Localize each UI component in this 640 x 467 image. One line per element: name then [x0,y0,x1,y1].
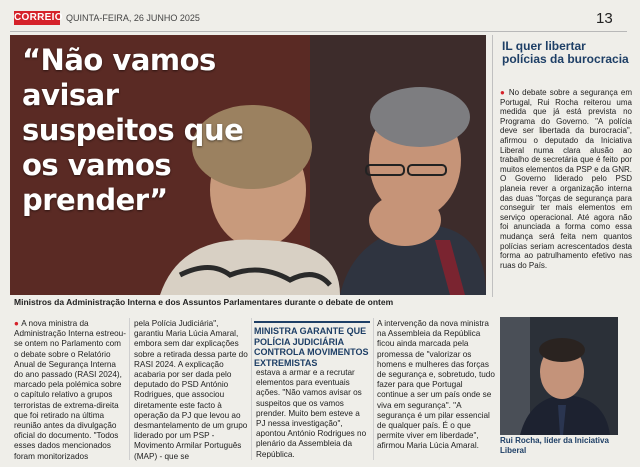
article-column-4: A intervenção da nova ministra na Assembleia da República ficou ainda marcada pela promessa de "valorizar os homens e mulheres das forças de segurança e, sobretudo, tudo fazer para que Portugal continue a ser um país onde se viva em segurança". "A segurança é um pilar essencial de qualquer país. É o que permite viver em liberdade", afirmou Maria Lúcia Amaral. [377,319,495,451]
sidebar-title: IL quer libertar polícias da burocracia [502,39,629,66]
header-divider [10,31,627,32]
inset-caption: Rui Rocha, líder da Iniciativa Liberal [500,436,609,455]
page-number: 13 [596,10,613,27]
inset-photo-illustration [500,317,618,435]
sidebar-body [500,88,632,270]
bullet-icon: ● [500,88,509,97]
sidebar-divider [492,35,493,297]
column-divider [129,318,130,460]
photo-caption: Ministros da Administração Interna e dos Assuntos Parlamentares durante o debate de ontem [14,297,394,307]
column-1-text: A nova ministra da Administração Interna estreou-se ontem no Parlamento com o debate sobre o Relatório Anual de Segurança Interna do ano passado (RASI 2024), marcado pela polémica sobre o capítulo relativo a grupos terroristas de extrema-direita que foi retirado na última reunião antes da divulgação oficial do documento. "Todos esses dados mencionados foram monitorizados [14,319,126,461]
headline-quote: “Não vamos avisar suspeitos que os vamos prender” [22,43,244,217]
inset-photo [500,317,618,435]
sidebar-text: No debate sobre a segurança em Portugal, Rui Rocha reiterou uma medida que já está prevista no Programa do Governo. "A polícia deve ser libertada da burocracia", afirmou o deputado da Iniciativa Liberal numa clara alusão ao trabalho de secretária que é feito por muitos elementos da PSP e da GNR. O Governo liderado pelo PSD planeia rever a organização interna das duas "forças de segurança para conseguir ter mais elementos em serviço operacional. Até agora não foi anunciada a forma como essa mudança será feita nem quantos polícias seriam acrescentados desta forma ao patrulhamento efetivo nas ruas do País. [500,88,632,270]
article-subhead: MINISTRA GARANTE QUE POLÍCIA JUDICIÁRIA CONTROLA MOVIMENTOS EXTREMISTAS [254,321,370,368]
column-divider [251,318,252,460]
article-column-3: estava a armar e a recrutar elementos para eventuais ações. "Não vamos avisar os suspeitos que os vamos prender. Muito bem esteve a PJ nessa investigação", apontou António Rodrigues no plenário da Assembleia da República. [256,368,367,459]
article-column-2: pela Polícia Judiciária", garantiu Maria Lúcia Amaral, embora sem dar explicações sobre a retirada dessa parte do RASI 2024. A explicação acabaria por ser dada pelo deputado do PSD António Rodrigues, que associou diretamente este facto à operação da PJ que levou ao desmantelamento de um grupo liderado por um PSP - Movimento Armilar Português (MAP) - que se [134,319,248,461]
column-divider [373,318,374,460]
newspaper-logo: CORREIO [14,12,63,23]
bullet-icon: ● [14,319,22,328]
article-column-1 [14,319,126,462]
main-photo [10,35,486,295]
issue-date: QUINTA-FEIRA, 26 JUNHO 2025 [66,13,200,23]
